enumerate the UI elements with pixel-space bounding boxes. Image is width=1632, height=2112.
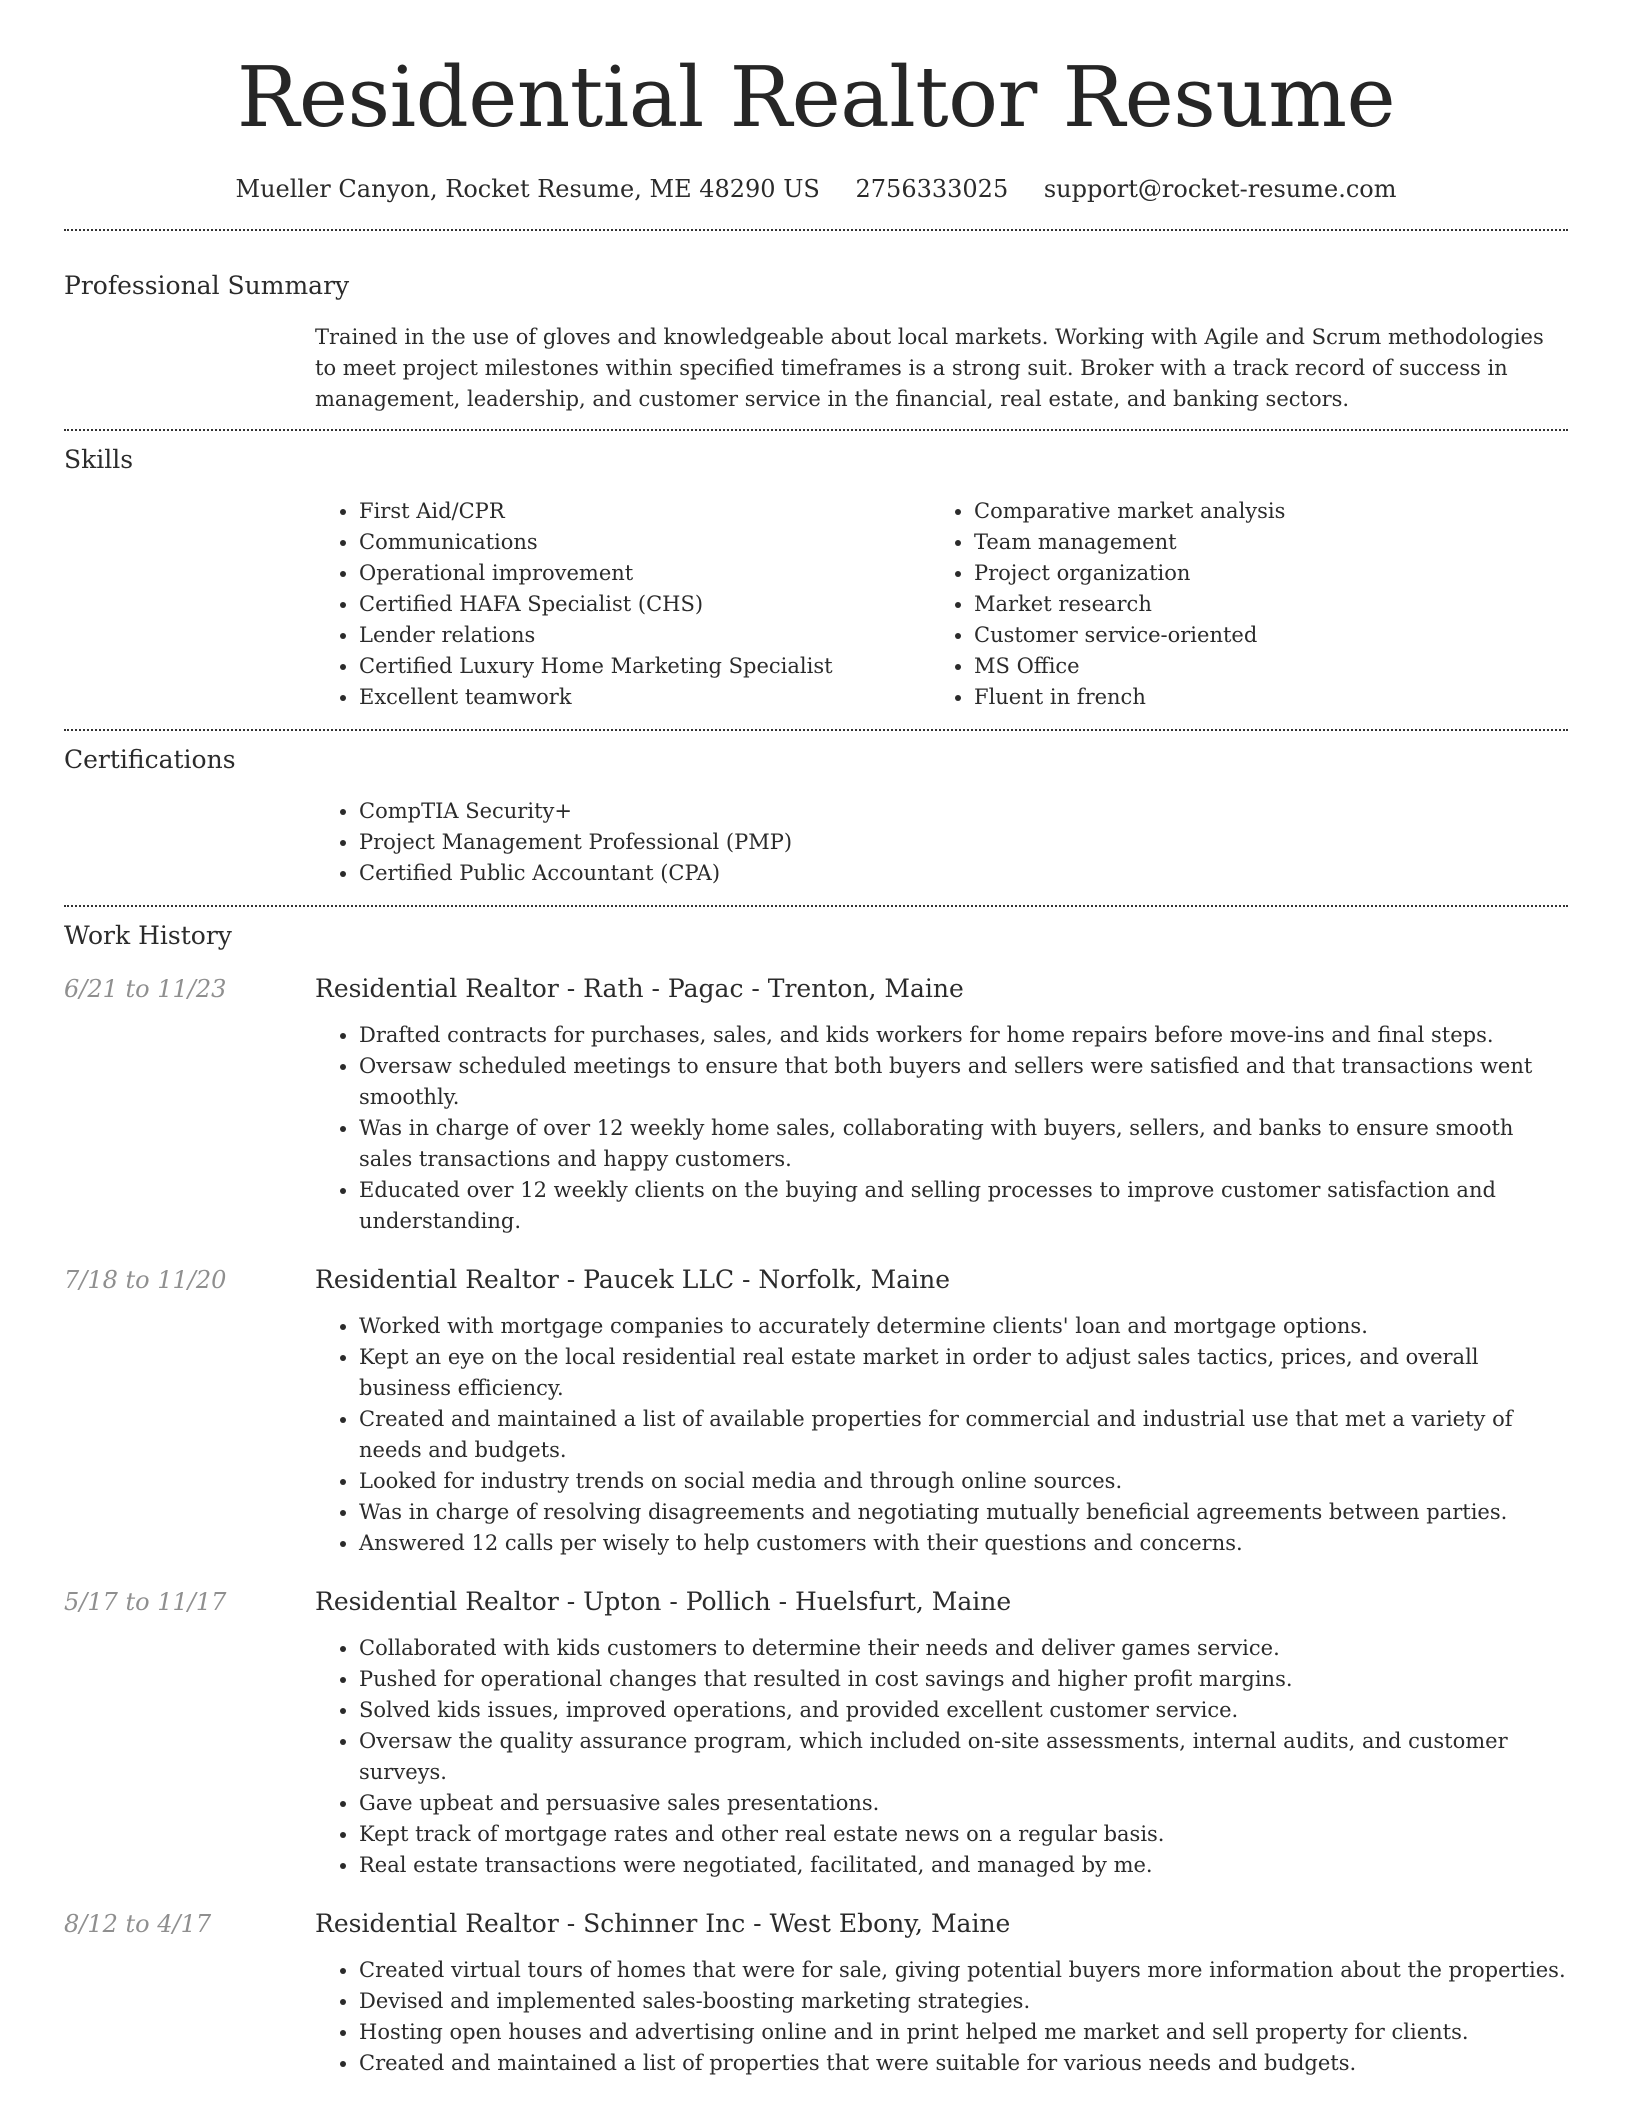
skill-item: • Team management bbox=[974, 527, 1545, 558]
certifications-section bbox=[64, 745, 1568, 889]
job-duty-item: • Real estate transactions were negotiated, facilitated, and managed by me. bbox=[359, 1850, 1568, 1881]
job-details bbox=[315, 1907, 1568, 2079]
job-duty-item: • Solved kids issues, improved operations, and provided excellent customer service. bbox=[359, 1695, 1568, 1726]
job-details bbox=[315, 1263, 1568, 1559]
job-duty-item: • Oversaw the quality assurance program, which included on-site assessments, internal audits, and customer surveys. bbox=[359, 1726, 1568, 1788]
skill-item: • Certified Luxury Home Marketing Specialist bbox=[359, 651, 930, 682]
contact-phone: 2756333025 bbox=[855, 174, 1009, 203]
job-duty-item: • Worked with mortgage companies to accurately determine clients' loan and mortgage options. bbox=[359, 1311, 1568, 1342]
job-duty-item: • Pushed for operational changes that resulted in cost savings and higher profit margins. bbox=[359, 1664, 1568, 1695]
job-duty-item: • Created virtual tours of homes that were for sale, giving potential buyers more information about the properties. bbox=[359, 1955, 1568, 1986]
skills-grid bbox=[315, 496, 1568, 713]
job-details bbox=[315, 972, 1568, 1237]
contact-email: support@rocket-resume.com bbox=[1043, 174, 1397, 203]
skill-item: • Customer service-oriented bbox=[974, 620, 1545, 651]
job-title: Residential Realtor - Upton - Pollich - Huelsfurt, Maine bbox=[315, 1586, 1012, 1616]
job-duty-item: • Collaborated with kids customers to determine their needs and deliver games service. bbox=[359, 1633, 1568, 1664]
summary-section bbox=[64, 271, 1568, 415]
certifications-heading: Certifications bbox=[64, 744, 236, 774]
job-duty-item: • Hosting open houses and advertising online and in print helped me market and sell property for clients. bbox=[359, 2017, 1568, 2048]
work-history-section bbox=[64, 921, 1568, 2079]
skill-item: • Communications bbox=[359, 527, 930, 558]
skill-item: • Operational improvement bbox=[359, 558, 930, 589]
job-dates: 8/12 to 4/17 bbox=[64, 1909, 212, 1938]
certifications-block bbox=[315, 796, 1568, 889]
skill-item: • MS Office bbox=[974, 651, 1545, 682]
skills-section bbox=[64, 445, 1568, 713]
section-divider bbox=[64, 729, 1568, 731]
skill-item: • Lender relations bbox=[359, 620, 930, 651]
job-duty-item: • Oversaw scheduled meetings to ensure that both buyers and sellers were satisfied and that transactions went smoothly. bbox=[359, 1051, 1568, 1113]
job-duty-item: • Devised and implemented sales-boosting marketing strategies. bbox=[359, 1986, 1568, 2017]
job-details bbox=[315, 1585, 1568, 1881]
section-divider bbox=[64, 905, 1568, 907]
job-duties-list bbox=[315, 1311, 1568, 1559]
job-duties-list bbox=[315, 1633, 1568, 1881]
job-duty-item: • Created and maintained a list of properties that were suitable for various needs and budgets. bbox=[359, 2048, 1568, 2079]
skill-item: • Certified HAFA Specialist (CHS) bbox=[359, 589, 930, 620]
summary-text: Trained in the use of gloves and knowledgeable about local markets. Working with Agile and Scrum methodologies to meet project milestones within specified timeframes is a strong suit. Broker with a track record of success in management, leadership, and customer service in the financial, real estate, and banking sectors. bbox=[315, 324, 1544, 411]
job-duty-item: • Gave upbeat and persuasive sales presentations. bbox=[359, 1788, 1568, 1819]
skill-item: • Market research bbox=[974, 589, 1545, 620]
certification-item: • Certified Public Accountant (CPA) bbox=[359, 858, 1568, 889]
certification-item: • Project Management Professional (PMP) bbox=[359, 827, 1568, 858]
job-entry bbox=[64, 1907, 1568, 2079]
resume-page bbox=[64, 0, 1568, 2079]
certification-item: • CompTIA Security+ bbox=[359, 796, 1568, 827]
skills-list-left bbox=[315, 496, 930, 713]
job-duty-item: • Was in charge of over 12 weekly home sales, collaborating with buyers, sellers, and banks to ensure smooth sales transactions and happy customers. bbox=[359, 1113, 1568, 1175]
skill-item: • Comparative market analysis bbox=[974, 496, 1545, 527]
skills-heading: Skills bbox=[64, 444, 134, 474]
certifications-list bbox=[315, 796, 1568, 889]
job-duty-item: • Educated over 12 weekly clients on the buying and selling processes to improve customer satisfaction and understanding. bbox=[359, 1175, 1568, 1237]
job-duty-item: • Was in charge of resolving disagreements and negotiating mutually beneficial agreements between parties. bbox=[359, 1497, 1568, 1528]
contact-address: Mueller Canyon, Rocket Resume, ME 48290 US bbox=[235, 174, 820, 203]
job-entry bbox=[64, 1585, 1568, 1881]
section-divider bbox=[64, 429, 1568, 431]
skill-item: • Fluent in french bbox=[974, 682, 1545, 713]
section-divider bbox=[64, 229, 1568, 231]
job-duties-list bbox=[315, 1955, 1568, 2079]
summary-heading: Professional Summary bbox=[64, 270, 350, 300]
job-duty-item: • Created and maintained a list of available properties for commercial and industrial use that met a variety of needs and budgets. bbox=[359, 1404, 1568, 1466]
jobs-list bbox=[64, 972, 1568, 2079]
job-duty-item: • Drafted contracts for purchases, sales, and kids workers for home repairs before move-ins and final steps. bbox=[359, 1020, 1568, 1051]
job-duty-item: • Looked for industry trends on social media and through online sources. bbox=[359, 1466, 1568, 1497]
job-title: Residential Realtor - Schinner Inc - West Ebony, Maine bbox=[315, 1908, 1011, 1938]
job-dates: 7/18 to 11/20 bbox=[64, 1265, 227, 1294]
contact-line bbox=[64, 175, 1568, 203]
job-dates: 6/21 to 11/23 bbox=[64, 974, 227, 1003]
skills-list-right bbox=[930, 496, 1545, 713]
job-dates: 5/17 to 11/17 bbox=[64, 1587, 227, 1616]
skill-item: • Project organization bbox=[974, 558, 1545, 589]
skill-item: • First Aid/CPR bbox=[359, 496, 930, 527]
job-duty-item: • Answered 12 calls per wisely to help customers with their questions and concerns. bbox=[359, 1528, 1568, 1559]
job-entry bbox=[64, 1263, 1568, 1559]
resume-title: Residential Realtor Resume bbox=[236, 49, 1396, 146]
skill-item: • Excellent teamwork bbox=[359, 682, 930, 713]
work-history-heading: Work History bbox=[64, 920, 232, 950]
job-entry bbox=[64, 972, 1568, 1237]
job-duty-item: • Kept track of mortgage rates and other real estate news on a regular basis. bbox=[359, 1819, 1568, 1850]
job-duties-list bbox=[315, 1020, 1568, 1237]
job-title: Residential Realtor - Rath - Pagac - Trenton, Maine bbox=[315, 973, 964, 1003]
job-duty-item: • Kept an eye on the local residential real estate market in order to adjust sales tactics, prices, and overall business efficiency. bbox=[359, 1342, 1568, 1404]
job-title: Residential Realtor - Paucek LLC - Norfolk, Maine bbox=[315, 1264, 951, 1294]
